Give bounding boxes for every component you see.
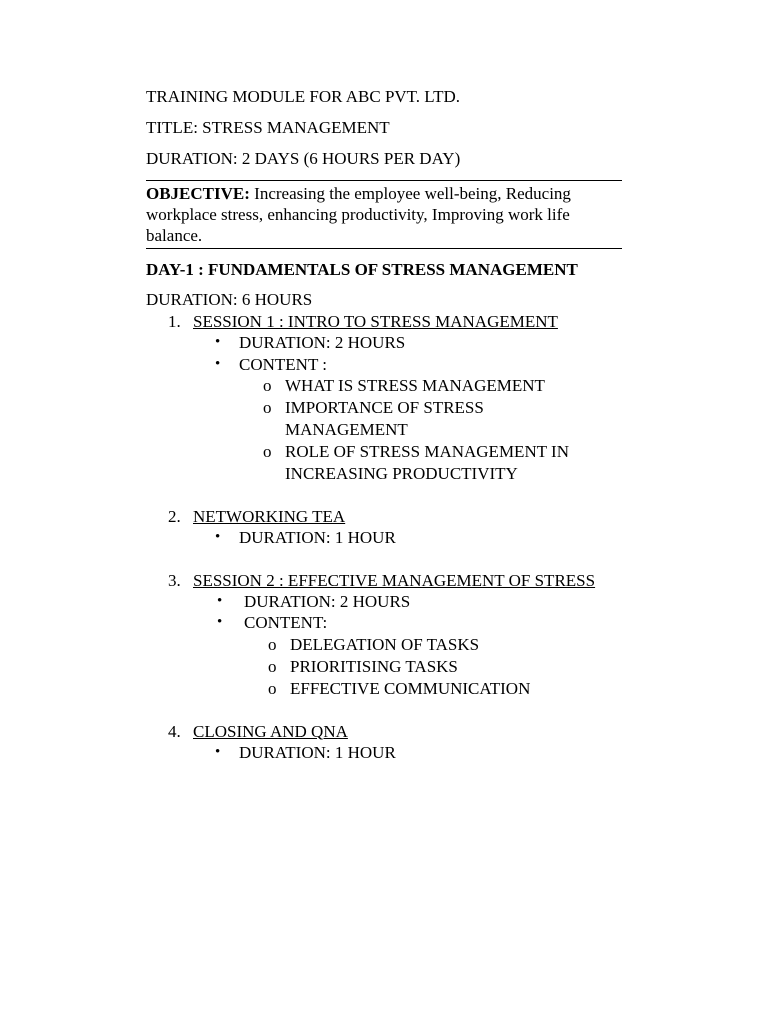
circle-bullet-icon: o bbox=[263, 376, 272, 395]
bullet-icon: • bbox=[215, 743, 221, 760]
bullet-icon: • bbox=[217, 614, 223, 630]
module-heading: TRAINING MODULE FOR ABC PVT. LTD. bbox=[146, 87, 461, 106]
content-items bbox=[244, 634, 622, 700]
session-details bbox=[193, 742, 622, 764]
content-bullet bbox=[193, 612, 622, 700]
content-items bbox=[239, 375, 622, 485]
session-title: SESSION 1 : INTRO TO STRESS MANAGEMENT bbox=[193, 312, 558, 331]
content-item-text: EFFECTIVE COMMUNICATION bbox=[290, 678, 531, 698]
session-item bbox=[146, 311, 622, 506]
session-number: 3. bbox=[168, 570, 181, 590]
session-title: SESSION 2 : EFFECTIVE MANAGEMENT OF STRESS bbox=[193, 570, 596, 590]
session-item bbox=[146, 506, 622, 570]
circle-bullet-icon: o bbox=[268, 634, 277, 654]
content-bullet bbox=[193, 354, 622, 486]
content-item bbox=[239, 397, 515, 441]
session-list bbox=[146, 311, 622, 763]
day-duration: DURATION: 6 HOURS bbox=[146, 290, 313, 309]
session-number: 2. bbox=[168, 507, 181, 526]
circle-bullet-icon: o bbox=[268, 656, 277, 676]
session-number: 4. bbox=[168, 721, 181, 741]
session-item bbox=[146, 570, 622, 721]
duration-bullet bbox=[193, 591, 622, 613]
duration-bullet bbox=[193, 527, 622, 549]
session-number: 1. bbox=[168, 312, 181, 331]
content-label: CONTENT: bbox=[244, 613, 328, 632]
circle-bullet-icon: o bbox=[263, 398, 272, 417]
day-title: DAY-1 : FUNDAMENTALS OF STRESS MANAGEMENT bbox=[146, 260, 578, 279]
content-item-text: PRIORITISING TASKS bbox=[290, 656, 458, 676]
objective-block bbox=[146, 180, 622, 249]
spacer bbox=[193, 700, 622, 721]
spacer bbox=[193, 485, 622, 506]
circle-bullet-icon: o bbox=[268, 678, 277, 698]
session-title: NETWORKING TEA bbox=[193, 507, 346, 526]
content-item-text: DELEGATION OF TASKS bbox=[290, 634, 480, 654]
module-title: TITLE: STRESS MANAGEMENT bbox=[146, 118, 390, 137]
duration-bullet bbox=[193, 332, 622, 354]
circle-bullet-icon: o bbox=[263, 442, 272, 461]
content-item bbox=[239, 375, 622, 397]
bullet-icon: • bbox=[215, 355, 221, 372]
content-item bbox=[244, 634, 622, 656]
content-item-text: IMPORTANCE OF STRESS MANAGEMENT bbox=[285, 398, 484, 439]
module-duration: DURATION: 2 DAYS (6 HOURS PER DAY) bbox=[146, 149, 461, 168]
bullet-icon: • bbox=[215, 529, 221, 545]
session-item bbox=[146, 721, 622, 764]
content-item bbox=[239, 441, 625, 485]
session-duration: DURATION: 1 HOUR bbox=[239, 742, 396, 762]
session-details bbox=[193, 591, 622, 700]
bullet-icon: • bbox=[215, 334, 221, 350]
objective-text: Increasing the employee well-being, Reducing workplace stress, enhancing productivity, Improving work life balance. bbox=[146, 184, 571, 245]
bullet-icon: • bbox=[217, 592, 223, 609]
session-duration: DURATION: 2 HOURS bbox=[244, 591, 411, 611]
content-item-text: ROLE OF STRESS MANAGEMENT IN INCREASING PRODUCTIVITY bbox=[285, 442, 569, 483]
content-item bbox=[244, 678, 622, 700]
session-details bbox=[193, 527, 622, 549]
session-title: CLOSING AND QNA bbox=[193, 721, 348, 741]
content-item-text: WHAT IS STRESS MANAGEMENT bbox=[285, 376, 545, 395]
duration-bullet bbox=[193, 742, 622, 764]
session-details bbox=[193, 332, 622, 485]
content-label: CONTENT : bbox=[239, 354, 327, 374]
session-duration: DURATION: 2 HOURS bbox=[239, 333, 406, 352]
objective-label: OBJECTIVE: bbox=[146, 184, 250, 203]
spacer bbox=[193, 549, 622, 570]
session-duration: DURATION: 1 HOUR bbox=[239, 528, 396, 547]
content-item bbox=[244, 656, 622, 678]
document-body bbox=[146, 86, 622, 763]
